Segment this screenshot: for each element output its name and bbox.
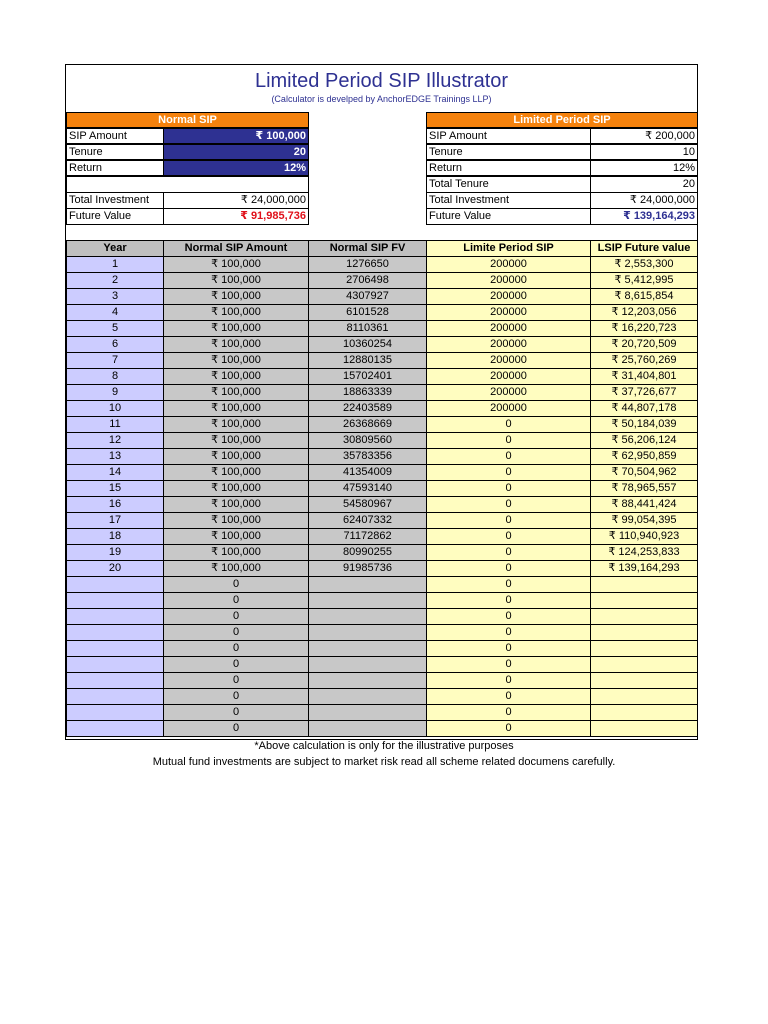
cell-normal-sip-amount: ₹ 100,000 [163, 480, 309, 497]
cell-lsip-future-value [590, 704, 698, 721]
cell-normal-sip-amount: 0 [163, 576, 309, 593]
cell-normal-sip-amount: ₹ 100,000 [163, 368, 309, 385]
cell-normal-sip-amount: 0 [163, 640, 309, 657]
cell-normal-sip-fv [308, 720, 427, 737]
normal-spacer-row [66, 176, 309, 193]
cell-normal-sip-amount: ₹ 100,000 [163, 288, 309, 305]
cell-normal-sip-fv [308, 656, 427, 673]
cell-normal-sip-amount: ₹ 100,000 [163, 464, 309, 481]
cell-year [66, 640, 164, 657]
col-header-normal-sip-fv: Normal SIP FV [308, 240, 427, 257]
cell-normal-sip-fv: 41354009 [308, 464, 427, 481]
risk-note: Mutual fund investments are subject to market risk read all scheme related documens carefully. [152, 756, 616, 768]
cell-normal-sip-fv: 54580967 [308, 496, 427, 513]
cell-year: 2 [66, 272, 164, 289]
cell-year [66, 624, 164, 641]
cell-normal-sip-amount: 0 [163, 608, 309, 625]
cell-normal-sip-fv [308, 592, 427, 609]
cell-lsip-future-value: ₹ 37,726,677 [590, 384, 698, 401]
cell-normal-sip-amount: 0 [163, 704, 309, 721]
cell-lsip-future-value: ₹ 16,220,723 [590, 320, 698, 337]
cell-year [66, 608, 164, 625]
cell-lsip-future-value: ₹ 44,807,178 [590, 400, 698, 417]
cell-normal-sip-amount: ₹ 100,000 [163, 320, 309, 337]
cell-normal-sip-fv: 91985736 [308, 560, 427, 577]
cell-lsip-future-value: ₹ 124,253,833 [590, 544, 698, 561]
cell-normal-sip-fv: 47593140 [308, 480, 427, 497]
cell-limited-period-sip: 0 [426, 672, 591, 689]
limited-sip-header: Limited Period SIP [426, 112, 698, 128]
cell-limited-period-sip: 0 [426, 576, 591, 593]
cell-normal-sip-amount: 0 [163, 656, 309, 673]
cell-lsip-future-value: ₹ 88,441,424 [590, 496, 698, 513]
cell-year [66, 704, 164, 721]
cell-lsip-future-value [590, 688, 698, 705]
cell-lsip-future-value [590, 720, 698, 737]
cell-year: 16 [66, 496, 164, 513]
cell-normal-sip-amount: ₹ 100,000 [163, 512, 309, 529]
normal-sip-header: Normal SIP [66, 112, 309, 128]
limited-tenure-input[interactable]: 10 [590, 144, 698, 160]
cell-year: 11 [66, 416, 164, 433]
cell-normal-sip-amount: ₹ 100,000 [163, 400, 309, 417]
cell-year [66, 688, 164, 705]
cell-limited-period-sip: 0 [426, 608, 591, 625]
cell-normal-sip-amount: ₹ 100,000 [163, 528, 309, 545]
col-header-lsip-future-value: LSIP Future value [590, 240, 698, 257]
cell-lsip-future-value [590, 624, 698, 641]
cell-lsip-future-value: ₹ 70,504,962 [590, 464, 698, 481]
cell-limited-period-sip: 0 [426, 416, 591, 433]
cell-year: 19 [66, 544, 164, 561]
cell-limited-period-sip: 0 [426, 496, 591, 513]
cell-limited-period-sip: 0 [426, 624, 591, 641]
cell-limited-period-sip: 0 [426, 720, 591, 737]
cell-limited-period-sip: 200000 [426, 336, 591, 353]
cell-normal-sip-amount: 0 [163, 624, 309, 641]
cell-lsip-future-value: ₹ 25,760,269 [590, 352, 698, 369]
cell-normal-sip-amount: 0 [163, 672, 309, 689]
cell-year: 6 [66, 336, 164, 353]
cell-year [66, 720, 164, 737]
cell-normal-sip-amount: ₹ 100,000 [163, 544, 309, 561]
cell-limited-period-sip: 0 [426, 592, 591, 609]
cell-limited-period-sip: 200000 [426, 272, 591, 289]
cell-normal-sip-fv: 2706498 [308, 272, 427, 289]
cell-normal-sip-amount: ₹ 100,000 [163, 416, 309, 433]
cell-year: 20 [66, 560, 164, 577]
limited-tenure-label: Tenure [426, 144, 591, 160]
cell-normal-sip-fv: 15702401 [308, 368, 427, 385]
cell-year: 4 [66, 304, 164, 321]
disclaimer-note: *Above calculation is only for the illustrative purposes [254, 740, 514, 752]
limited-total-tenure-label: Total Tenure [426, 176, 591, 193]
cell-normal-sip-amount: ₹ 100,000 [163, 432, 309, 449]
cell-year: 5 [66, 320, 164, 337]
page-title: Limited Period SIP Illustrator [254, 70, 509, 92]
cell-lsip-future-value [590, 608, 698, 625]
col-header-year: Year [66, 240, 164, 257]
cell-lsip-future-value: ₹ 2,553,300 [590, 256, 698, 273]
cell-lsip-future-value: ₹ 20,720,509 [590, 336, 698, 353]
cell-year [66, 576, 164, 593]
cell-year: 9 [66, 384, 164, 401]
cell-limited-period-sip: 0 [426, 448, 591, 465]
cell-normal-sip-amount: ₹ 100,000 [163, 448, 309, 465]
cell-year: 17 [66, 512, 164, 529]
cell-year: 18 [66, 528, 164, 545]
cell-year [66, 592, 164, 609]
cell-normal-sip-fv [308, 672, 427, 689]
cell-year: 3 [66, 288, 164, 305]
normal-total-investment-label: Total Investment [66, 192, 164, 209]
cell-lsip-future-value [590, 672, 698, 689]
cell-year: 13 [66, 448, 164, 465]
cell-limited-period-sip: 200000 [426, 384, 591, 401]
cell-normal-sip-fv: 71172862 [308, 528, 427, 545]
cell-limited-period-sip: 200000 [426, 288, 591, 305]
cell-lsip-future-value: ₹ 5,412,995 [590, 272, 698, 289]
cell-normal-sip-fv: 62407332 [308, 512, 427, 529]
normal-return-label: Return [66, 160, 164, 176]
cell-limited-period-sip: 200000 [426, 400, 591, 417]
cell-lsip-future-value: ₹ 8,615,854 [590, 288, 698, 305]
cell-normal-sip-fv: 4307927 [308, 288, 427, 305]
sip-illustrator-sheet [65, 64, 698, 740]
cell-lsip-future-value [590, 576, 698, 593]
cell-normal-sip-amount: 0 [163, 720, 309, 737]
normal-total-investment-value: ₹ 24,000,000 [163, 192, 309, 209]
cell-limited-period-sip: 200000 [426, 320, 591, 337]
cell-year: 10 [66, 400, 164, 417]
cell-limited-period-sip: 0 [426, 528, 591, 545]
cell-limited-period-sip: 0 [426, 544, 591, 561]
cell-year [66, 656, 164, 673]
normal-return-input[interactable]: 12% [163, 160, 309, 176]
cell-normal-sip-fv [308, 576, 427, 593]
cell-normal-sip-amount: ₹ 100,000 [163, 304, 309, 321]
cell-limited-period-sip: 0 [426, 480, 591, 497]
normal-future-value: ₹ 91,985,736 [163, 208, 309, 225]
cell-normal-sip-amount: ₹ 100,000 [163, 352, 309, 369]
cell-limited-period-sip: 0 [426, 688, 591, 705]
cell-normal-sip-fv: 10360254 [308, 336, 427, 353]
cell-normal-sip-fv: 26368669 [308, 416, 427, 433]
cell-lsip-future-value: ₹ 78,965,557 [590, 480, 698, 497]
cell-limited-period-sip: 200000 [426, 256, 591, 273]
cell-normal-sip-fv: 22403589 [308, 400, 427, 417]
cell-limited-period-sip: 0 [426, 464, 591, 481]
cell-lsip-future-value [590, 640, 698, 657]
col-header-normal-sip-amount: Normal SIP Amount [163, 240, 309, 257]
cell-limited-period-sip: 200000 [426, 368, 591, 385]
cell-lsip-future-value [590, 592, 698, 609]
normal-tenure-label: Tenure [66, 144, 164, 160]
cell-normal-sip-amount: ₹ 100,000 [163, 256, 309, 273]
cell-normal-sip-fv: 35783356 [308, 448, 427, 465]
cell-normal-sip-fv: 30809560 [308, 432, 427, 449]
limited-return-label: Return [426, 160, 591, 176]
cell-year: 14 [66, 464, 164, 481]
limited-future-value-label: Future Value [426, 208, 591, 225]
cell-year: 7 [66, 352, 164, 369]
limited-total-tenure-value: 20 [590, 176, 698, 193]
cell-year: 1 [66, 256, 164, 273]
cell-normal-sip-fv [308, 688, 427, 705]
cell-normal-sip-amount: 0 [163, 592, 309, 609]
limited-sip-amount-input[interactable]: ₹ 200,000 [590, 128, 698, 144]
cell-normal-sip-amount: ₹ 100,000 [163, 496, 309, 513]
cell-limited-period-sip: 0 [426, 656, 591, 673]
cell-normal-sip-fv: 8110361 [308, 320, 427, 337]
col-header-limited-period-sip: Limite Period SIP [426, 240, 591, 257]
cell-limited-period-sip: 0 [426, 640, 591, 657]
limited-total-investment-label: Total Investment [426, 192, 591, 209]
page-subtitle: (Calculator is develped by AnchorEDGE Trainings LLP) [271, 94, 492, 104]
cell-lsip-future-value: ₹ 110,940,923 [590, 528, 698, 545]
cell-year: 8 [66, 368, 164, 385]
cell-limited-period-sip: 0 [426, 432, 591, 449]
cell-normal-sip-amount: 0 [163, 688, 309, 705]
normal-sip-amount-label: SIP Amount [66, 128, 164, 144]
cell-normal-sip-amount: ₹ 100,000 [163, 272, 309, 289]
cell-normal-sip-amount: ₹ 100,000 [163, 560, 309, 577]
cell-normal-sip-fv [308, 640, 427, 657]
cell-year [66, 672, 164, 689]
cell-normal-sip-fv [308, 624, 427, 641]
cell-lsip-future-value: ₹ 31,404,801 [590, 368, 698, 385]
cell-normal-sip-fv: 1276650 [308, 256, 427, 273]
cell-normal-sip-fv: 80990255 [308, 544, 427, 561]
cell-normal-sip-fv: 12880135 [308, 352, 427, 369]
cell-normal-sip-fv [308, 608, 427, 625]
cell-normal-sip-fv: 6101528 [308, 304, 427, 321]
cell-normal-sip-fv: 18863339 [308, 384, 427, 401]
limited-future-value: ₹ 139,164,293 [590, 208, 698, 225]
cell-lsip-future-value: ₹ 99,054,395 [590, 512, 698, 529]
normal-future-value-label: Future Value [66, 208, 164, 225]
cell-limited-period-sip: 0 [426, 704, 591, 721]
cell-normal-sip-amount: ₹ 100,000 [163, 384, 309, 401]
cell-year: 15 [66, 480, 164, 497]
cell-lsip-future-value: ₹ 139,164,293 [590, 560, 698, 577]
limited-return-input[interactable]: 12% [590, 160, 698, 176]
cell-limited-period-sip: 200000 [426, 352, 591, 369]
normal-sip-amount-input[interactable]: ₹ 100,000 [163, 128, 309, 144]
limited-sip-amount-label: SIP Amount [426, 128, 591, 144]
cell-normal-sip-fv [308, 704, 427, 721]
normal-tenure-input[interactable]: 20 [163, 144, 309, 160]
limited-total-investment-value: ₹ 24,000,000 [590, 192, 698, 209]
cell-lsip-future-value: ₹ 12,203,056 [590, 304, 698, 321]
cell-limited-period-sip: 0 [426, 560, 591, 577]
cell-year: 12 [66, 432, 164, 449]
cell-limited-period-sip: 200000 [426, 304, 591, 321]
cell-normal-sip-amount: ₹ 100,000 [163, 336, 309, 353]
cell-lsip-future-value: ₹ 56,206,124 [590, 432, 698, 449]
cell-lsip-future-value: ₹ 50,184,039 [590, 416, 698, 433]
cell-lsip-future-value [590, 656, 698, 673]
cell-limited-period-sip: 0 [426, 512, 591, 529]
cell-lsip-future-value: ₹ 62,950,859 [590, 448, 698, 465]
